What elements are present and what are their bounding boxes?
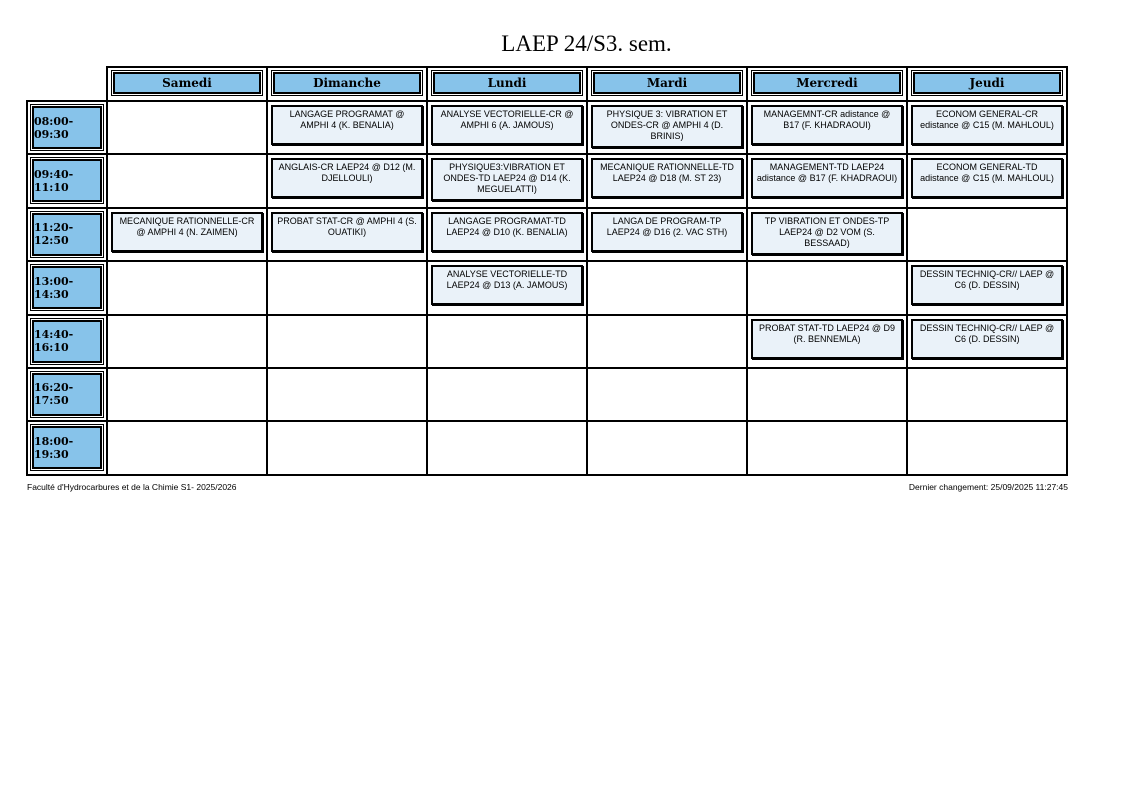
- schedule-cell: [107, 421, 267, 474]
- time-slot-label: 09:40-11:10: [32, 159, 102, 202]
- time-slot-label: 11:20-12:50: [32, 213, 102, 256]
- schedule-cell: [747, 368, 907, 421]
- day-header-dimanche: Dimanche: [273, 72, 421, 94]
- schedule-cell: [427, 315, 587, 368]
- course-block[interactable]: PROBAT STAT-CR @ AMPHI 4 (S. OUATIKI): [271, 212, 423, 252]
- course-block[interactable]: ANALYSE VECTORIELLE-TD LAEP24 @ D13 (A. JAMOUS): [431, 265, 583, 305]
- schedule-cell: [907, 261, 1067, 314]
- schedule-cell: [907, 154, 1067, 207]
- schedule-cell: [427, 368, 587, 421]
- schedule-cell: [267, 208, 427, 261]
- day-header-mercredi: Mercredi: [753, 72, 901, 94]
- time-slot-label: 14:40-16:10: [32, 320, 102, 363]
- day-header-cell: [587, 67, 747, 101]
- schedule-cell: [267, 315, 427, 368]
- schedule-cell: [587, 368, 747, 421]
- schedule-cell: [107, 208, 267, 261]
- schedule-cell: [587, 208, 747, 261]
- schedule-cell: [427, 208, 587, 261]
- course-block[interactable]: PHYSIQUE 3: VIBRATION ET ONDES-CR @ AMPHI 4 (D. BRINIS): [591, 105, 743, 148]
- day-header-row: [27, 67, 1067, 101]
- schedule-cell: [107, 315, 267, 368]
- time-slot-row: [27, 315, 1067, 368]
- schedule-cell: [267, 421, 427, 474]
- time-cell: [27, 315, 107, 368]
- schedule-cell: [427, 154, 587, 207]
- day-header-cell: [107, 67, 267, 101]
- schedule-cell: [267, 154, 427, 207]
- day-header-cell: [907, 67, 1067, 101]
- schedule-cell: [747, 208, 907, 261]
- day-header-cell: [427, 67, 587, 101]
- time-slot-row: [27, 368, 1067, 421]
- time-slot-row: [27, 421, 1067, 474]
- time-cell: [27, 154, 107, 207]
- day-header-cell: [747, 67, 907, 101]
- schedule-cell: [107, 261, 267, 314]
- course-block[interactable]: MECANIQUE RATIONNELLE-CR @ AMPHI 4 (N. ZAIMEN): [111, 212, 263, 252]
- course-block[interactable]: MANAGEMNT-CR adistance @ B17 (F. KHADRAOUI): [751, 105, 903, 145]
- course-block[interactable]: DESSIN TECHNIQ-CR// LAEP @ C6 (D. DESSIN): [911, 319, 1063, 359]
- time-slot-row: [27, 261, 1067, 314]
- course-block[interactable]: LANGAGE PROGRAMAT-TD LAEP24 @ D10 (K. BENALIA): [431, 212, 583, 252]
- schedule-cell: [907, 315, 1067, 368]
- timetable: [26, 66, 1068, 476]
- course-block[interactable]: LANGA DE PROGRAM-TP LAEP24 @ D16 (2. VAC STH): [591, 212, 743, 252]
- course-block[interactable]: PHYSIQUE3:VIBRATION ET ONDES-TD LAEP24 @ D14 (K. MEGUELATTI): [431, 158, 583, 201]
- course-block[interactable]: PROBAT STAT-TD LAEP24 @ D9 (R. BENNEMLA): [751, 319, 903, 359]
- schedule-cell: [427, 261, 587, 314]
- day-header-samedi: Samedi: [113, 72, 261, 94]
- corner-cell: [27, 67, 107, 101]
- schedule-cell: [107, 368, 267, 421]
- schedule-cell: [907, 368, 1067, 421]
- time-cell: [27, 261, 107, 314]
- schedule-cell: [587, 421, 747, 474]
- schedule-cell: [267, 261, 427, 314]
- schedule-cell: [747, 421, 907, 474]
- schedule-cell: [267, 101, 427, 154]
- schedule-cell: [747, 101, 907, 154]
- time-slot-row: [27, 154, 1067, 207]
- day-header-jeudi: Jeudi: [913, 72, 1061, 94]
- time-slot-label: 16:20-17:50: [32, 373, 102, 416]
- course-block[interactable]: ANALYSE VECTORIELLE-CR @ AMPHI 6 (A. JAMOUS): [431, 105, 583, 145]
- time-slot-label: 18:00-19:30: [32, 426, 102, 469]
- day-header-cell: [267, 67, 427, 101]
- course-block[interactable]: ANGLAIS-CR LAEP24 @ D12 (M. DJELLOULI): [271, 158, 423, 198]
- schedule-cell: [587, 315, 747, 368]
- schedule-cell: [427, 101, 587, 154]
- time-cell: [27, 368, 107, 421]
- course-block[interactable]: MANAGEMENT-TD LAEP24 adistance @ B17 (F. KHADRAOUI): [751, 158, 903, 198]
- time-slot-label: 08:00-09:30: [32, 106, 102, 149]
- time-cell: [27, 101, 107, 154]
- course-block[interactable]: ECONOM GENERAL-TD adistance @ C15 (M. MAHLOUL): [911, 158, 1063, 198]
- time-slot-row: [27, 101, 1067, 154]
- course-block[interactable]: MECANIQUE RATIONNELLE-TD LAEP24 @ D18 (M. ST 23): [591, 158, 743, 198]
- footer-last-change: Dernier changement: 25/09/2025 11:27:45: [908, 482, 1068, 492]
- course-block[interactable]: TP VIBRATION ET ONDES-TP LAEP24 @ D2 VOM (S. BESSAAD): [751, 212, 903, 255]
- footer-faculty: Faculté d'Hydrocarbures et de la Chimie S1- 2025/2026: [27, 482, 237, 492]
- schedule-cell: [907, 101, 1067, 154]
- day-header-lundi: Lundi: [433, 72, 581, 94]
- schedule-cell: [587, 101, 747, 154]
- schedule-cell: [747, 154, 907, 207]
- schedule-cell: [587, 261, 747, 314]
- schedule-cell: [907, 421, 1067, 474]
- time-cell: [27, 208, 107, 261]
- time-slot-label: 13:00-14:30: [32, 266, 102, 309]
- schedule-cell: [747, 261, 907, 314]
- time-cell: [27, 421, 107, 474]
- page-title: LAEP 24/S3. sem.: [501, 31, 672, 56]
- schedule-cell: [747, 315, 907, 368]
- schedule-cell: [427, 421, 587, 474]
- schedule-cell: [107, 154, 267, 207]
- course-block[interactable]: LANGAGE PROGRAMAT @ AMPHI 4 (K. BENALIA): [271, 105, 423, 145]
- course-block[interactable]: DESSIN TECHNIQ-CR// LAEP @ C6 (D. DESSIN): [911, 265, 1063, 305]
- schedule-cell: [267, 368, 427, 421]
- schedule-cell: [587, 154, 747, 207]
- schedule-cell: [907, 208, 1067, 261]
- day-header-mardi: Mardi: [593, 72, 741, 94]
- schedule-cell: [107, 101, 267, 154]
- time-slot-row: [27, 208, 1067, 261]
- course-block[interactable]: ECONOM GENERAL-CR edistance @ C15 (M. MAHLOUL): [911, 105, 1063, 145]
